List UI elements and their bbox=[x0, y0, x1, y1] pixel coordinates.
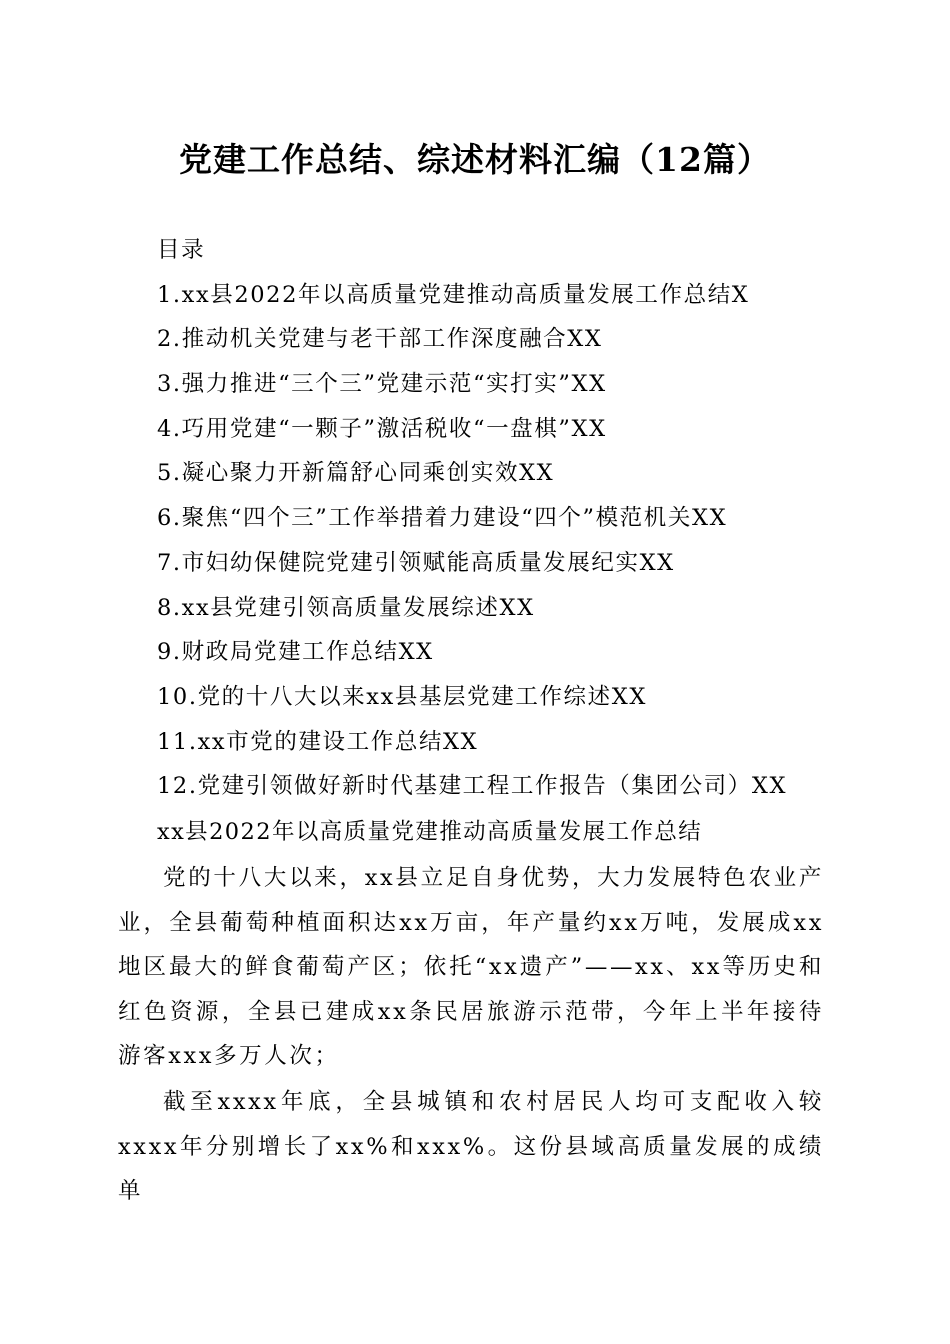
toc-item[interactable]: 5.凝心聚力开新篇舒心同乘创实效XX bbox=[157, 460, 555, 487]
toc-item[interactable]: 10.党的十八大以来xx县基层党建工作综述XX bbox=[157, 683, 647, 710]
toc-item[interactable]: 4.巧用党建“一颗子”激活税收“一盘棋”XX bbox=[157, 415, 607, 442]
section-title: xx县2022年以高质量党建推动高质量发展工作总结 bbox=[157, 819, 703, 845]
toc-item[interactable]: 9.财政局党建工作总结XX bbox=[157, 639, 434, 666]
toc-item[interactable]: 11.xx市党的建设工作总结XX bbox=[157, 728, 479, 755]
toc-item[interactable]: 3.强力推进“三个三”党建示范“实打实”XX bbox=[157, 371, 607, 398]
toc-heading: 目录 bbox=[157, 237, 206, 263]
body-paragraph: 截至xxxx年底，全县城镇和农村居民人均可支配收入较xxxx年分别增长了xx%和xxx%。这份县域高质量发展的成绩单 bbox=[118, 1089, 824, 1205]
toc-item[interactable]: 8.xx县党建引领高质量发展综述XX bbox=[157, 594, 535, 621]
table-of-contents bbox=[157, 228, 837, 809]
toc-item[interactable]: 12.党建引领做好新时代基建工程工作报告（集团公司）XX bbox=[157, 773, 788, 800]
toc-item[interactable]: 6.聚焦“四个三”工作举措着力建设“四个”模范机关XX bbox=[157, 505, 728, 532]
document-title: 党建工作总结、综述材料汇编（12篇） bbox=[179, 140, 771, 179]
toc-item[interactable]: 2.推动机关党建与老干部工作深度融合XX bbox=[157, 326, 603, 353]
toc-item[interactable]: 1.xx县2022年以高质量党建推动高质量发展工作总结X bbox=[157, 281, 750, 308]
toc-item[interactable]: 7.市妇幼保健院党建引领赋能高质量发展纪实XX bbox=[157, 549, 675, 576]
body-paragraph: 党的十八大以来，xx县立足自身优势，大力发展特色农业产业，全县葡萄种植面积达xx万亩，年产量约xx万吨，发展成xx地区最大的鲜食葡萄产区；依托“xx遗产”——xx、xx等历史和红色资源，全县已建成xx条民居旅游示范带，今年上半年接待游客xxx多万人次； bbox=[118, 865, 824, 1070]
